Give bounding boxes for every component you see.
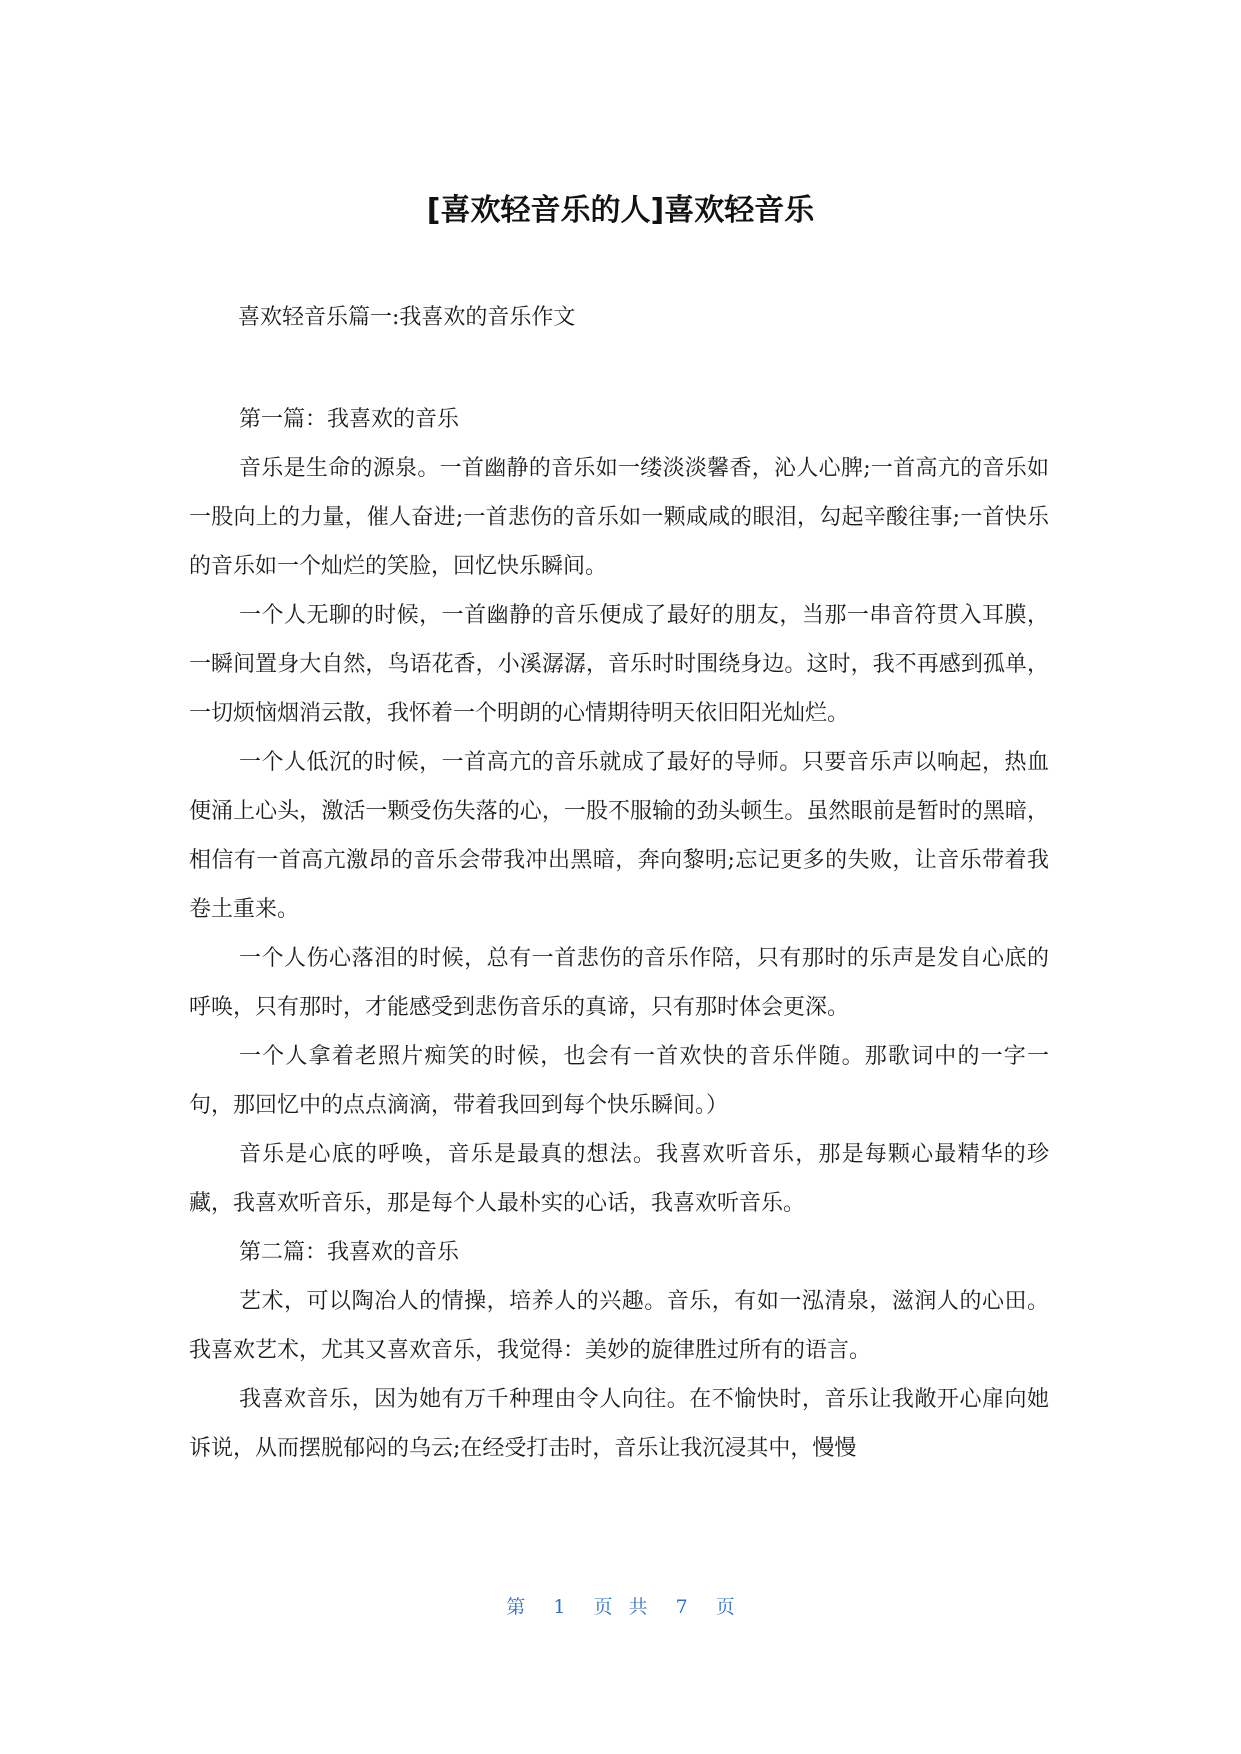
footer-label-pages: 页 [715,1596,735,1618]
document-title: [喜欢轻音乐的人]喜欢轻音乐 [426,193,815,228]
document-body [189,395,1049,1473]
paragraph: 一个人无聊的时候，一首幽静的音乐便成了最好的朋友，当那一串音符贯入耳膜，一瞬间置身大自然，鸟语花香，小溪潺潺，音乐时时围绕身边。这时，我不再感到孤单，一切烦恼烟消云散，我怀着一个明朗的心情期待明天依旧阳光灿烂。 [189,603,1049,726]
paragraph: 一个人低沉的时候，一首高亢的音乐就成了最好的导师。只要音乐声以响起，热血便涌上心头，激活一颗受伤失落的心，一股不服输的劲头顿生。虽然眼前是暂时的黑暗，相信有一首高亢激昂的音乐会带我冲出黑暗，奔向黎明;忘记更多的失败，让音乐带着我卷土重来。 [189,750,1049,922]
paragraph: 一个人伤心落泪的时候，总有一首悲伤的音乐作陪，只有那时的乐声是发自心底的呼唤，只有那时，才能感受到悲伤音乐的真谛，只有那时体会更深。 [189,946,1049,1020]
section-heading: 第一篇：我喜欢的音乐 [239,407,460,432]
page-footer [0,1593,1241,1621]
section-heading: 第二篇：我喜欢的音乐 [239,1240,460,1265]
document-subtitle: 喜欢轻音乐篇一:我喜欢的音乐作文 [238,305,576,330]
footer-current-page: 1 [553,1596,566,1618]
paragraph: 艺术，可以陶冶人的情操，培养人的兴趣。音乐，有如一泓清泉，滋润人的心田。我喜欢艺术，尤其又喜欢音乐，我觉得：美妙的旋律胜过所有的语言。 [189,1289,1049,1363]
footer-label-page: 第 [506,1596,526,1618]
footer-label-of: 页 共 [593,1596,648,1618]
paragraph: 音乐是生命的源泉。一首幽静的音乐如一缕淡淡馨香，沁人心脾;一首高亢的音乐如一股向上的力量，催人奋进;一首悲伤的音乐如一颗咸咸的眼泪，勾起辛酸往事;一首快乐的音乐如一个灿烂的笑脸，回忆快乐瞬间。 [189,456,1049,579]
footer-total-pages: 7 [675,1596,688,1618]
paragraph: 一个人拿着老照片痴笑的时候，也会有一首欢快的音乐伴随。那歌词中的一字一句，那回忆中的点点滴滴，带着我回到每个快乐瞬间。） [189,1044,1049,1118]
paragraph: 我喜欢音乐，因为她有万千种理由令人向往。在不愉快时，音乐让我敞开心扉向她诉说，从而摆脱郁闷的乌云;在经受打击时，音乐让我沉浸其中，慢慢 [189,1387,1049,1461]
paragraph: 音乐是心底的呼唤，音乐是最真的想法。我喜欢听音乐，那是每颗心最精华的珍藏，我喜欢听音乐，那是每个人最朴实的心话，我喜欢听音乐。 [189,1142,1049,1216]
